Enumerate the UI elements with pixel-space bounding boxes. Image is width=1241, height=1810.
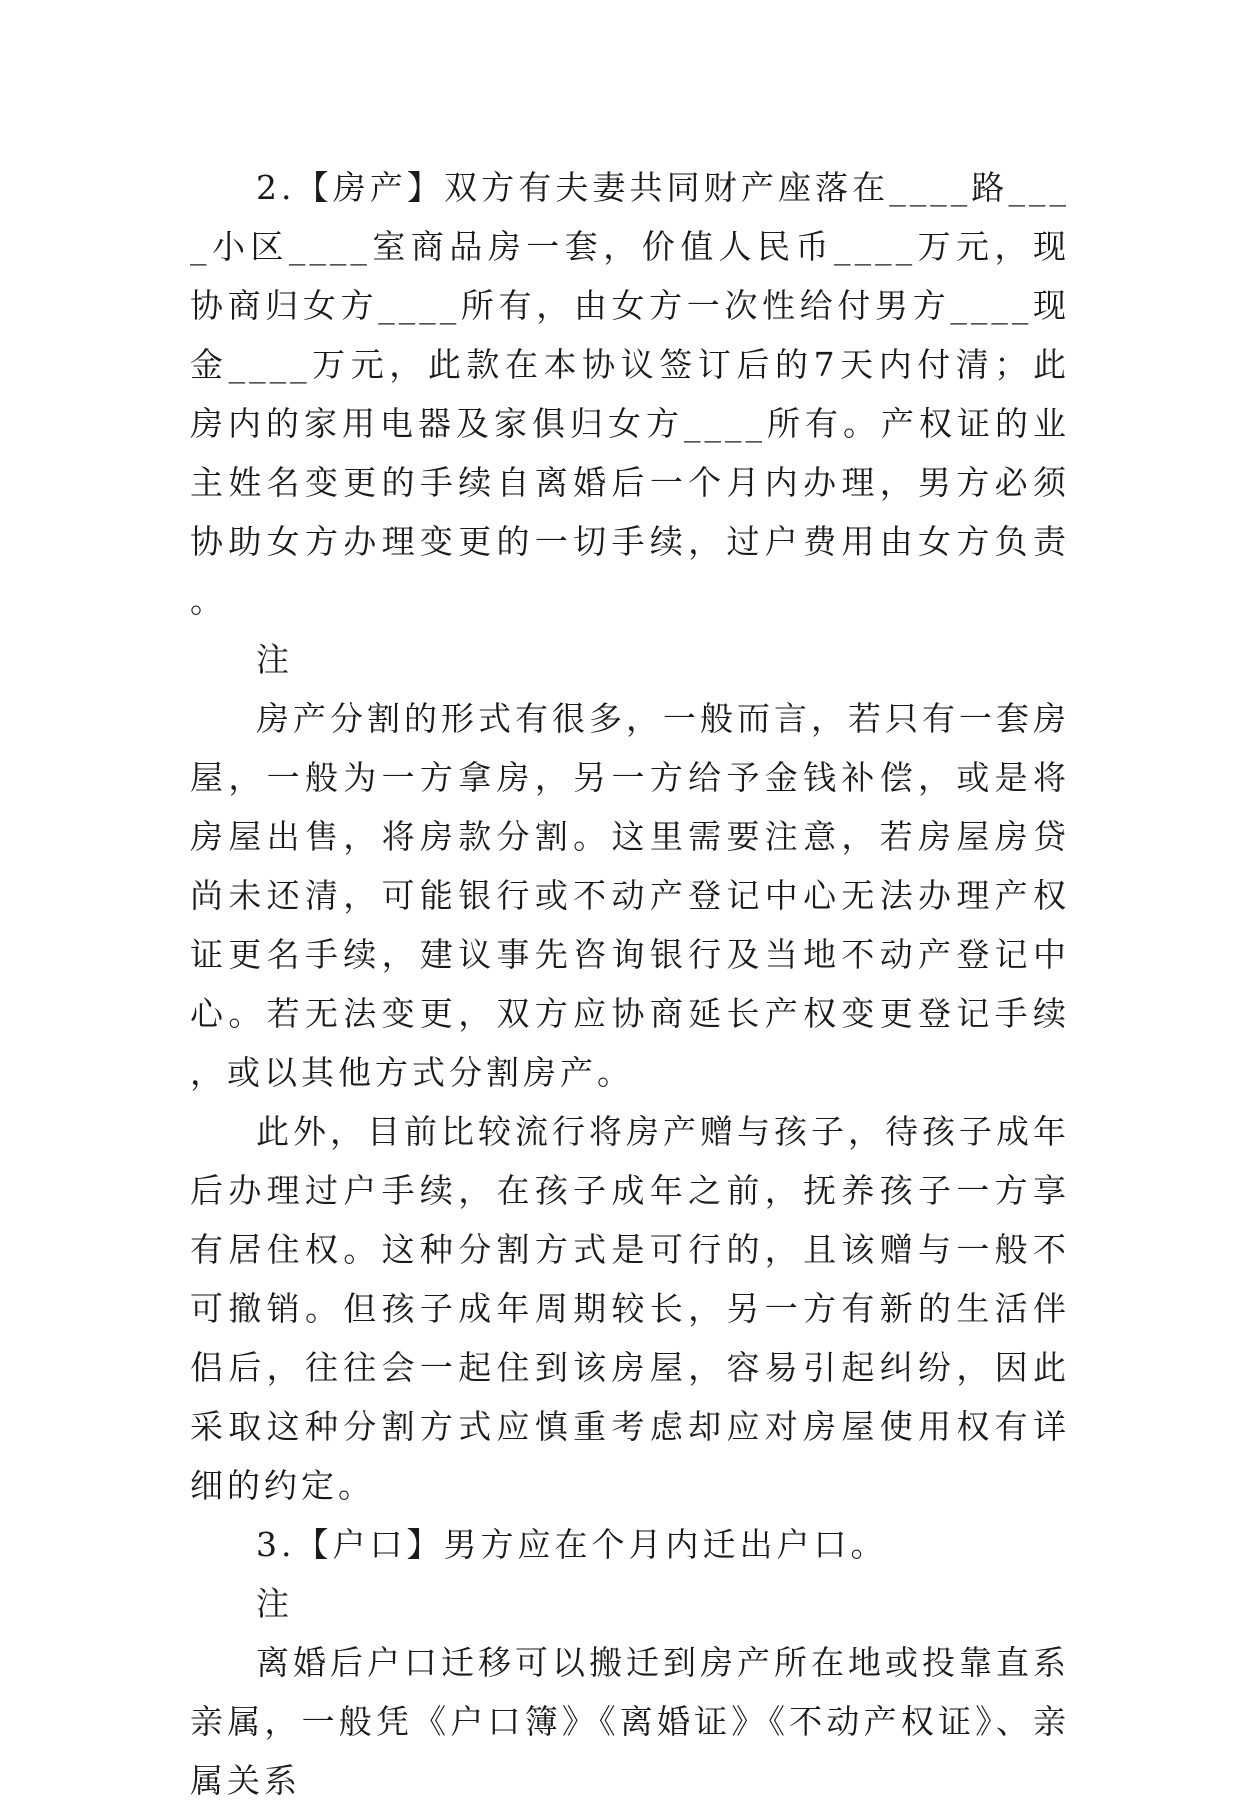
- paragraph-gift-to-child-note: 此外，目前比较流行将房产赠与孩子，待孩子成年后办理过户手续，在孩子成年之前，抚养孩子一方享有居住权。这种分割方式是可行的，且该赠与一般不可撤销。但孩子成年周期较长，另一方有新的生活伴侣后，往往会一起住到该房屋，容易引起纠纷，因此采取这种分割方式应慎重考虑却应对房屋使用权有详细的约定。: [190, 1112, 1070, 1505]
- paragraph-hukou-clause: 3.【户口】男方应在个月内迁出户口。: [256, 1525, 888, 1564]
- paragraph-property-clause: 2.【房产】双方有夫妻共同财产座落在____路____小区____室商品房一套，价值人民币____万元，现协商归女方____所有，由女方一次性给付男方____现金____万元，此款在本协议签订后的7天内付清；此房内的家用电器及家俱归女方____所有。产权证的业主姓名变更的手续自离婚后一个月内办理，男方必须协助女方办理变更的一切手续，过户费用由女方负责。: [190, 168, 1070, 620]
- document-body: [190, 158, 1070, 1810]
- paragraph-hukou-note: 离婚后户口迁移可以搬迁到房产所在地或投靠直系亲属，一般凭《户口簿》《离婚证》《不动产权证》、亲属关系: [190, 1643, 1070, 1800]
- note-heading: 注: [256, 640, 293, 679]
- note-heading: 注: [256, 1584, 293, 1623]
- paragraph-property-division-note: 房产分割的形式有很多，一般而言，若只有一套房屋，一般为一方拿房，另一方给予金钱补偿，或是将房屋出售，将房款分割。这里需要注意，若房屋房贷尚未还清，可能银行或不动产登记中心无法办理产权证更名手续，建议事先咨询银行及当地不动产登记中心。若无法变更，双方应协商延长产权变更登记手续，或以其他方式分割房产。: [190, 699, 1070, 1092]
